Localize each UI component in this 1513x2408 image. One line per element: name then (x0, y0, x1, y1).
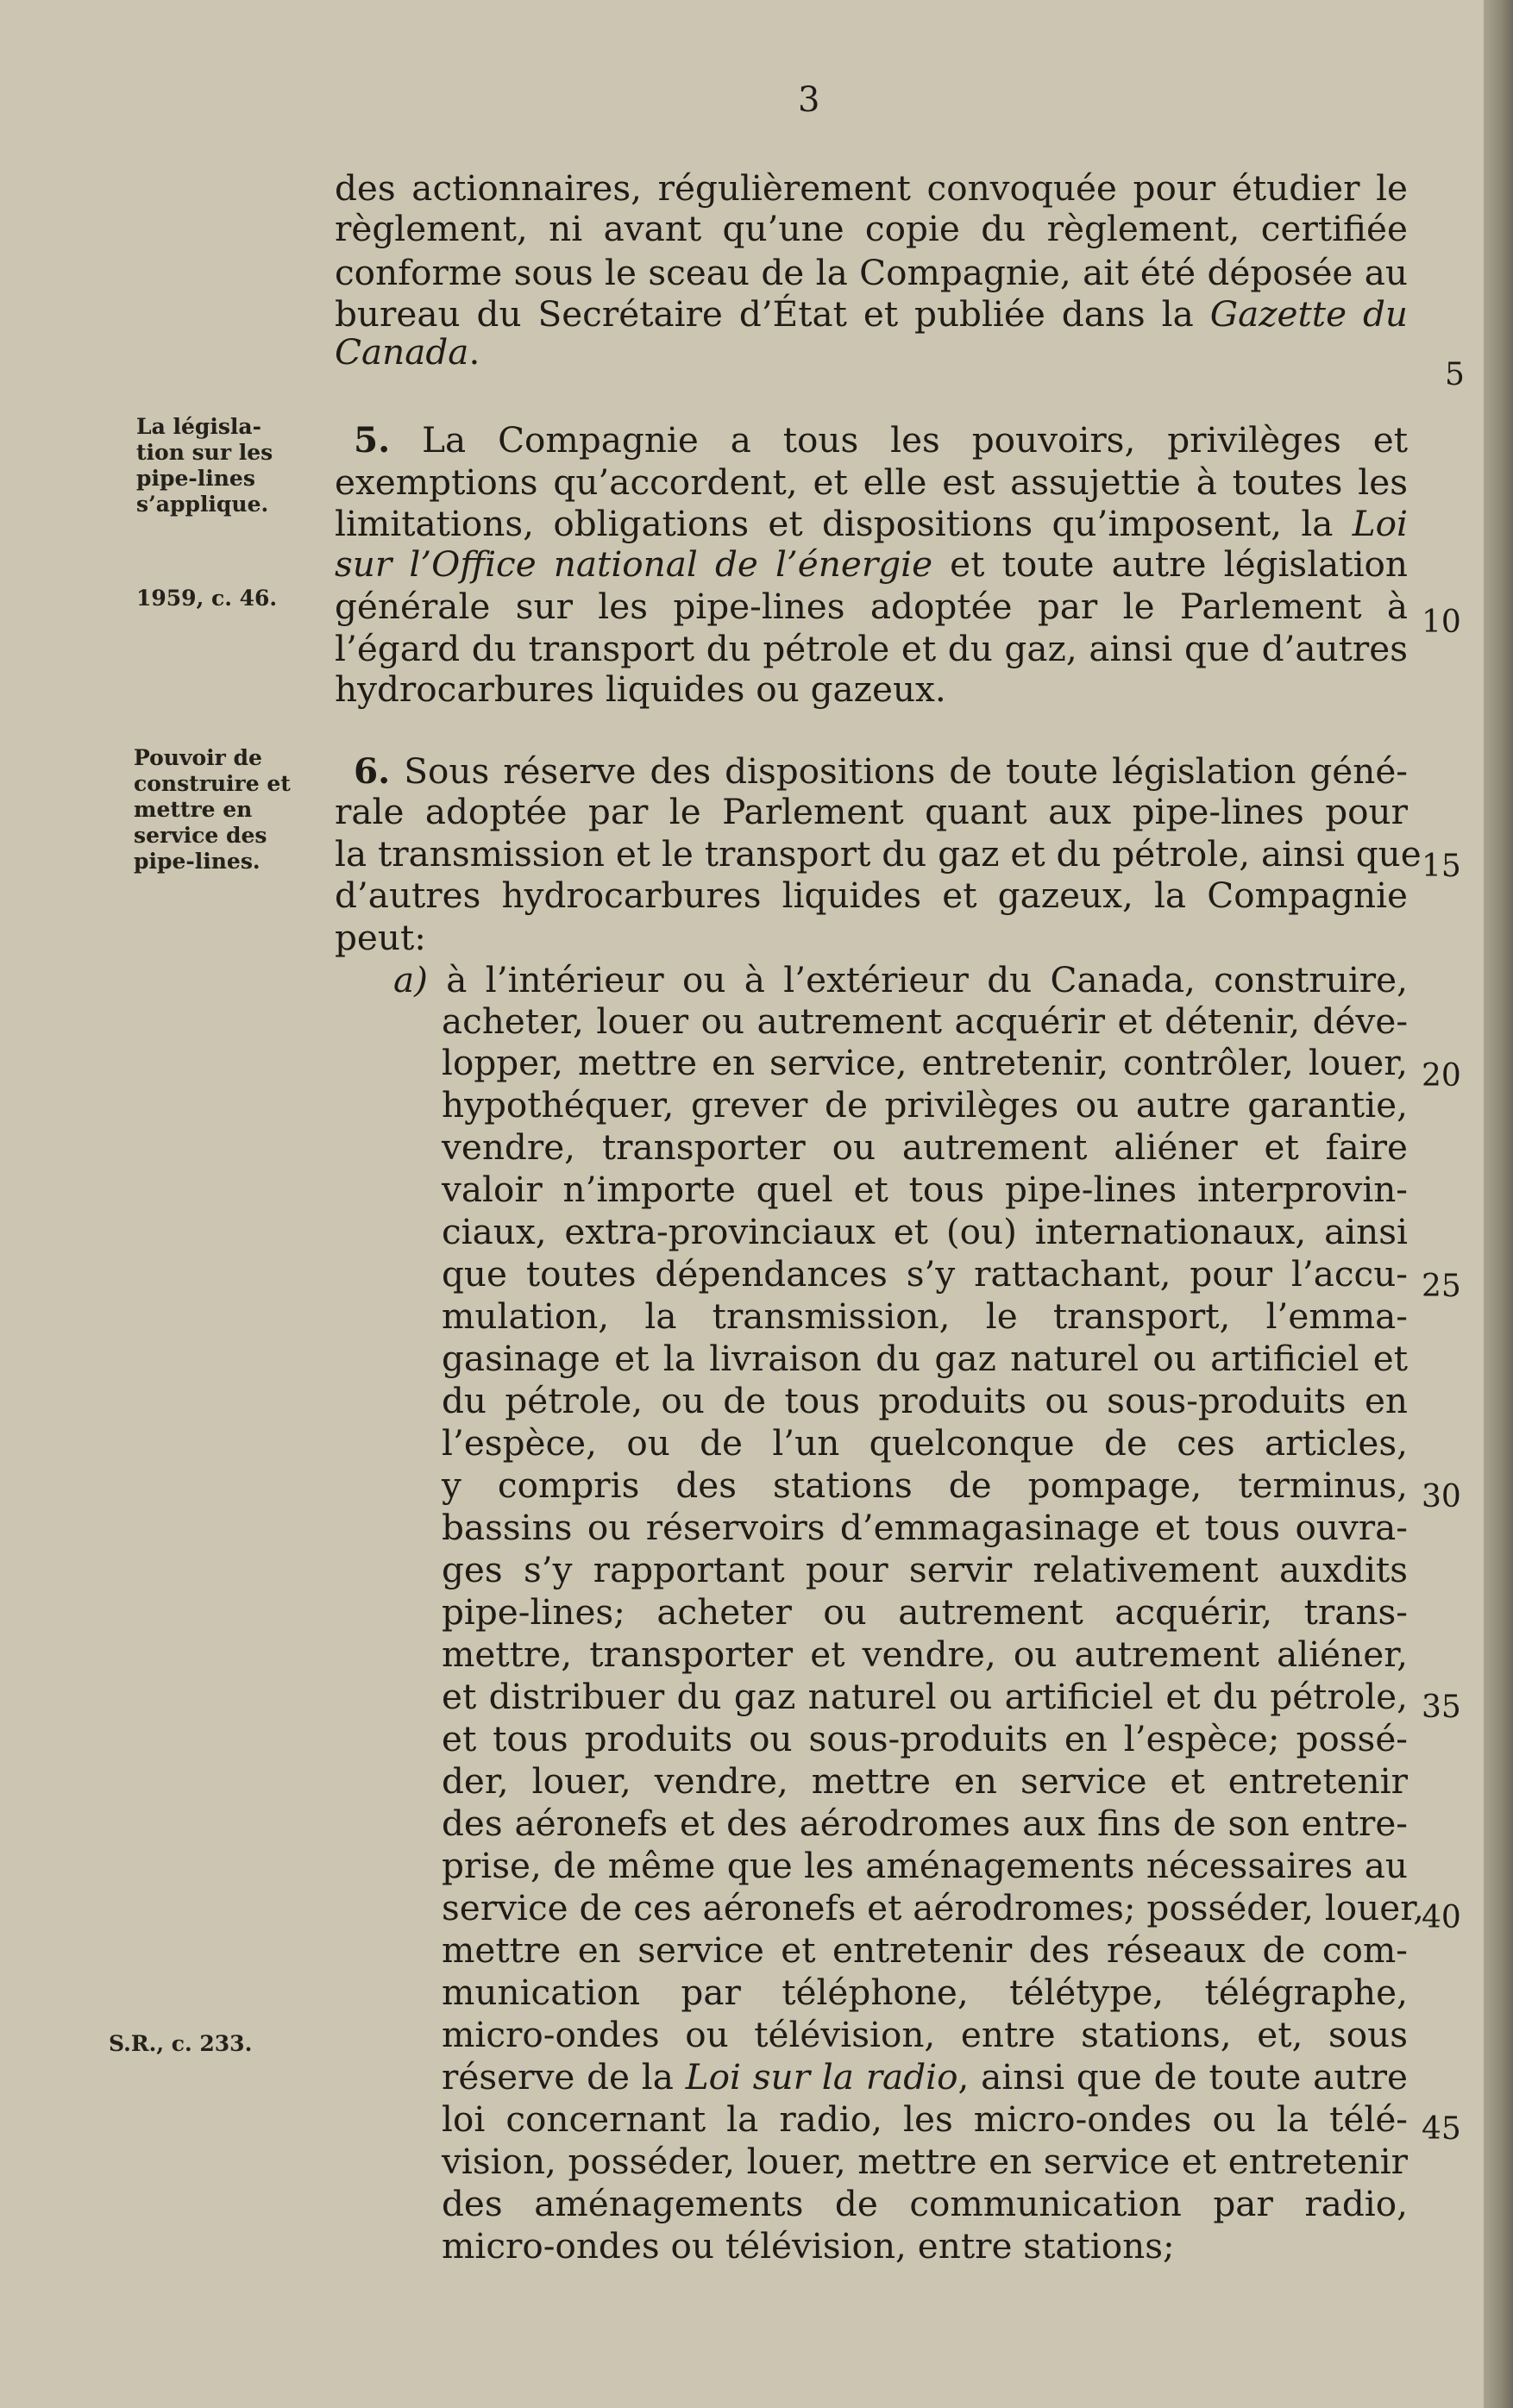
line-number: 40 (1422, 1900, 1461, 1935)
body-line: y compris des stations de pompage, terminus, (442, 1464, 1408, 1506)
line-number: 30 (1422, 1479, 1461, 1514)
body-line: valoir n’importe quel et tous pipe-lines interprovin- (442, 1169, 1408, 1210)
body-line: hydrocarbures liquides ou gazeux. (335, 668, 946, 710)
body-line: loi concernant la radio, les micro-ondes ou la télé- (442, 2098, 1408, 2140)
paragraph-letter: a) (393, 959, 428, 1000)
body-line: des actionnaires, régulièrement convoquée pour étudier le (335, 167, 1408, 209)
body-line: acheter, louer ou autrement acquérir et détenir, déve- (442, 1000, 1408, 1042)
page-edge (1484, 0, 1513, 2408)
section-number: 5. (354, 419, 391, 461)
italic-title: Gazette du (1209, 293, 1408, 335)
margin-note-line: construire et (134, 771, 291, 796)
margin-note-statute-1959: 1959, c. 46. (136, 586, 278, 611)
line-number: 10 (1422, 605, 1461, 640)
body-line: que toutes dépendances s’y rattachant, pour l’accu- (442, 1253, 1408, 1295)
section-number: 6. (354, 750, 391, 792)
body-line: hypothéquer, grever de privilèges ou autre garantie, (442, 1084, 1408, 1126)
body-line: d’autres hydrocarbures liquides et gazeux, la Compagnie (335, 875, 1408, 916)
body-line: Canada. (335, 331, 480, 373)
body-line: gasinage et la livraison du gaz naturel ou artificiel et (442, 1338, 1408, 1379)
body-line: lopper, mettre en service, entretenir, contrôler, louer, (442, 1042, 1408, 1083)
margin-note-line: pipe-lines (136, 466, 255, 491)
margin-note-statute-sr: S.R., c. 233. (109, 2031, 253, 2056)
body-line: générale sur les pipe-lines adoptée par le Parlement à (335, 586, 1408, 627)
margin-note-legislation (136, 414, 273, 517)
italic-title: sur l’Office national de l’énergie (335, 543, 933, 585)
body-line: règlement, ni avant qu’une copie du règlement, certifiée (335, 208, 1408, 249)
body-line: des aéronefs et des aérodromes aux fins de son entre- (442, 1803, 1408, 1844)
line-number: 15 (1422, 849, 1461, 884)
body-line: bureau du Secrétaire d’État et publiée dans la Gazette du (335, 293, 1408, 335)
body-line: micro-ondes ou télévision, entre stations, et, sous (442, 2014, 1408, 2055)
body-line: der, louer, vendre, mettre en service et entretenir (442, 1760, 1408, 1802)
margin-note-line: service des (134, 823, 267, 848)
body-line: mulation, la transmission, le transport, l’emma- (442, 1295, 1408, 1337)
line-number: 5 (1445, 357, 1465, 392)
body-line: l’espèce, ou de l’un quelconque de ces articles, (442, 1422, 1408, 1464)
body-line: vision, posséder, louer, mettre en service et entretenir (442, 2141, 1408, 2182)
margin-note-line: mettre en (134, 797, 253, 822)
body-line: sur l’Office national de l’énergie et toute autre législation (335, 543, 1408, 585)
body-line: du pétrole, ou de tous produits ou sous-produits en (442, 1380, 1408, 1421)
body-line: l’égard du transport du pétrole et du gaz, ainsi que d’autres (335, 628, 1408, 669)
italic-title: Canada (335, 331, 469, 373)
body-line: réserve de la Loi sur la radio, ainsi que de toute autre (442, 2056, 1408, 2098)
body-line: ges s’y rapportant pour servir relativement auxdits (442, 1549, 1408, 1590)
body-line: 5. La Compagnie a tous les pouvoirs, privilèges et (354, 419, 1408, 461)
italic-title: Loi (1352, 503, 1408, 544)
body-line: et tous produits ou sous-produits en l’espèce; possé- (442, 1718, 1408, 1759)
body-line: la transmission et le transport du gaz et du pétrole, ainsi que (335, 833, 1422, 875)
body-line: munication par téléphone, télétype, télégraphe, (442, 1972, 1408, 2013)
body-line: prise, de même que les aménagements nécessaires au (442, 1845, 1408, 1886)
italic-title: Loi sur la radio (685, 2056, 958, 2098)
body-line: mettre en service et entretenir des réseaux de com- (442, 1929, 1408, 1971)
body-line: et distribuer du gaz naturel ou artificiel et du pétrole, (442, 1676, 1408, 1717)
body-line: vendre, transporter ou autrement aliéner et faire (442, 1126, 1408, 1168)
margin-note-line: tion sur les (136, 440, 273, 465)
margin-note-power (134, 745, 291, 875)
margin-note-line: pipe-lines. (134, 849, 261, 874)
body-line: a) à l’intérieur ou à l’extérieur du Canada, construire, (393, 959, 1408, 1000)
body-line: service de ces aéronefs et aérodromes; posséder, louer, (442, 1887, 1424, 1928)
body-line: exemptions qu’accordent, et elle est assujettie à toutes les (335, 461, 1408, 503)
margin-note-line: Pouvoir de (134, 745, 262, 770)
body-line: 6. Sous réserve des dispositions de toute législation géné- (354, 750, 1408, 792)
margin-note-line: La législa- (136, 414, 262, 439)
line-number: 20 (1422, 1058, 1461, 1094)
body-line: peut: (335, 917, 426, 958)
body-line: des aménagements de communication par radio, (442, 2183, 1408, 2224)
body-line: mettre, transporter et vendre, ou autrement aliéner, (442, 1634, 1408, 1675)
body-line: ciaux, extra-provinciaux et (ou) internationaux, ainsi (442, 1211, 1408, 1252)
line-number: 25 (1422, 1269, 1461, 1304)
body-line: conforme sous le sceau de la Compagnie, ait été déposée au (335, 252, 1408, 293)
body-line: rale adoptée par le Parlement quant aux pipe-lines pour (335, 791, 1408, 832)
line-number: 35 (1422, 1690, 1461, 1725)
body-line: pipe-lines; acheter ou autrement acquérir, trans- (442, 1591, 1408, 1633)
body-line: limitations, obligations et dispositions qu’imposent, la Loi (335, 503, 1408, 544)
body-line: bassins ou réservoirs d’emmagasinage et tous ouvra- (442, 1507, 1408, 1548)
page-number: 3 (798, 80, 820, 120)
line-number: 45 (1422, 2111, 1461, 2147)
margin-note-line: s’applique. (136, 492, 269, 517)
body-line: micro-ondes ou télévision, entre stations; (442, 2225, 1175, 2267)
